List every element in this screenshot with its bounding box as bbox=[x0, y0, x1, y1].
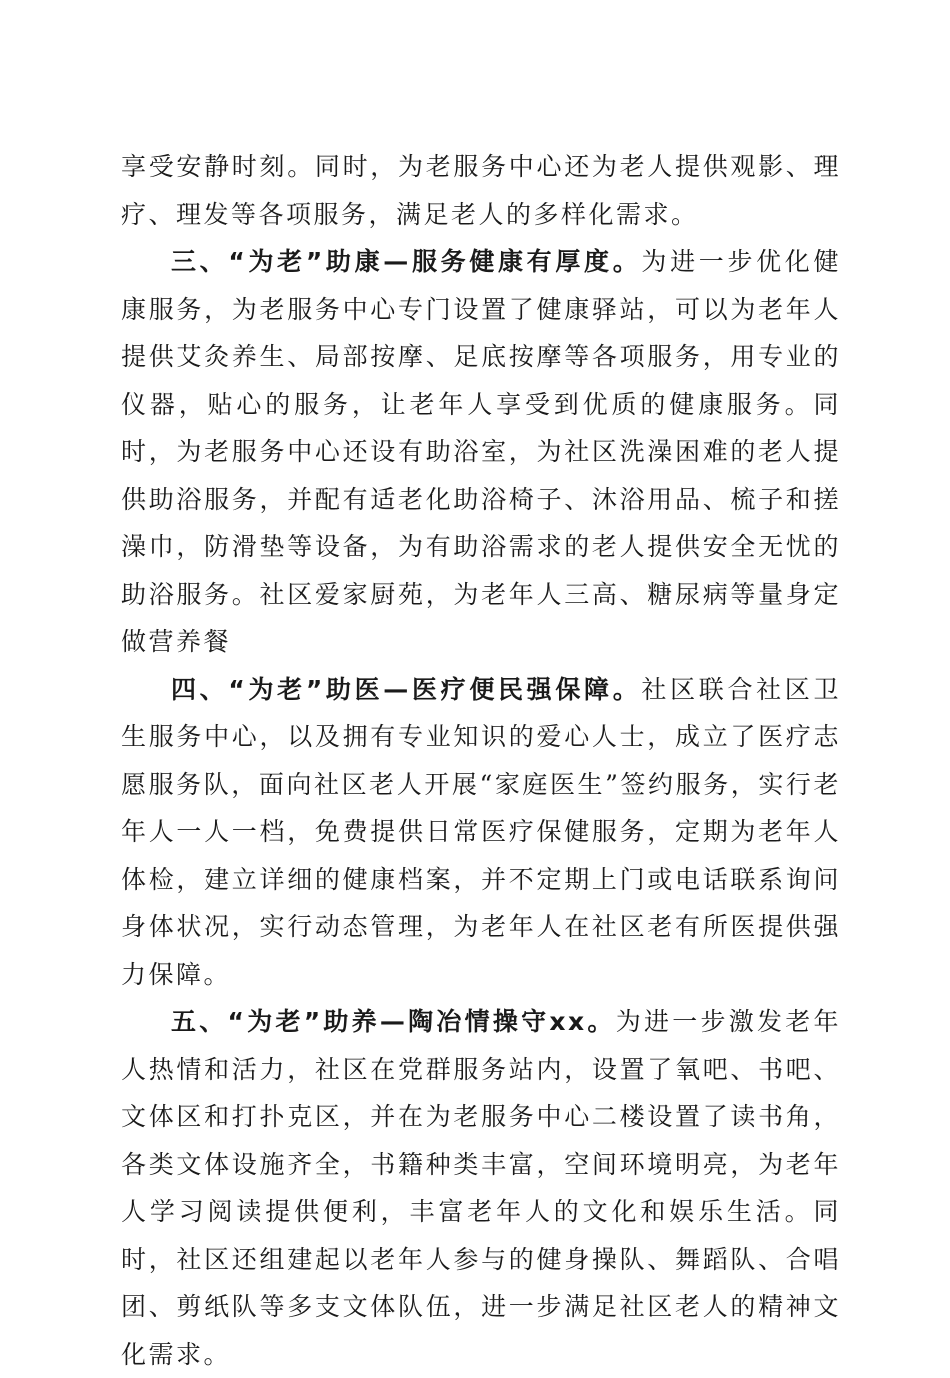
paragraph-text: 享受安静时刻。同时，为老服务中心还为老人提供观影、理疗、理发等各项服务，满足老人的多样化需求。 bbox=[121, 152, 841, 229]
paragraph-text: 为进一步激发老年人热情和活力，社区在党群服务站内，设置了氧吧、书吧、文体区和打扑克区，并在为老服务中心二楼设置了读书角，各类文体设施齐全，书籍种类丰富，空间环境明亮，为老年人学习阅读提供便利，丰富老年人的文化和娱乐生活。同时，社区还组建起以老年人参与的健身操队、舞蹈队、合唱团、剪纸队等多支文体队伍，进一步满足社区老人的精神文化需求。 bbox=[121, 1007, 841, 1369]
paragraph-medical-services bbox=[121, 666, 841, 999]
paragraph-text: 社区联合社区卫生服务中心，以及拥有专业知识的爱心人士，成立了医疗志愿服务队，面向社区老人开展“家庭医生”签约服务，实行老年人一人一档，免费提供日常医疗保健服务，定期为老年人体检，建立详细的健康档案，并不定期上门或电话联系询问身体状况，实行动态管理，为老年人在社区老有所医提供强力保障。 bbox=[121, 674, 841, 989]
document-body bbox=[121, 143, 841, 1378]
paragraph-continuation bbox=[121, 143, 841, 238]
section-heading-5: 五、“为老”助养—陶冶情操守xx。 bbox=[171, 1007, 616, 1036]
paragraph-cultural-activities bbox=[121, 998, 841, 1378]
section-heading-3: 三、“为老”助康—服务健康有厚度。 bbox=[171, 247, 642, 276]
paragraph-text: 为进一步优化健康服务，为老服务中心专门设置了健康驿站，可以为老年人提供艾灸养生、局部按摩、足底按摩等各项服务，用专业的仪器，贴心的服务，让老年人享受到优质的健康服务。同时，为老服务中心还设有助浴室，为社区洗澡困难的老人提供助浴服务，并配有适老化助浴椅子、沐浴用品、梳子和搓澡巾，防滑垫等设备，为有助浴需求的老人提供安全无忧的助浴服务。社区爱家厨苑，为老年人三高、糖尿病等量身定做营养餐 bbox=[121, 247, 841, 656]
paragraph-health-services bbox=[121, 238, 841, 666]
section-heading-4: 四、“为老”助医—医疗便民强保障。 bbox=[171, 674, 642, 704]
